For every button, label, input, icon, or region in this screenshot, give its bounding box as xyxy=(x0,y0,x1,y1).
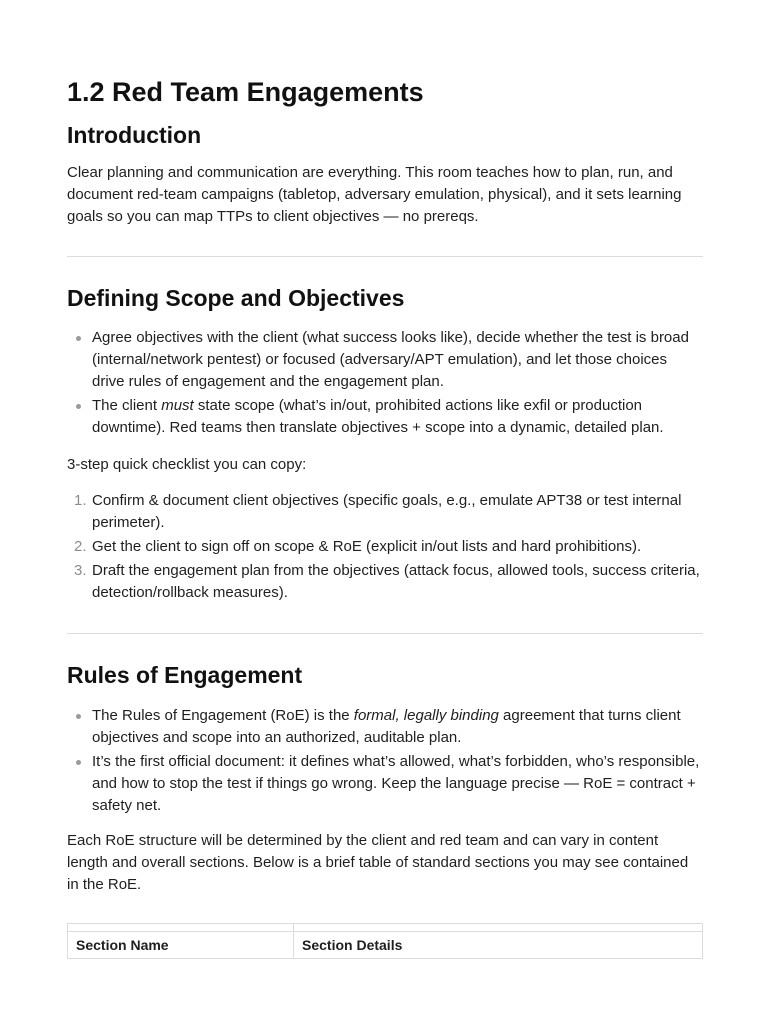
table-header-section-name: Section Name xyxy=(68,932,294,959)
checklist-steps xyxy=(67,490,703,606)
table-header-row xyxy=(68,932,703,959)
list-item-text: Agree objectives with the client (what success looks like), decide whether the test is broad (internal/network pentest) or focused (adversary/APT emulation), and let those choices drive rules of engagement and the engagement plan. xyxy=(92,329,689,390)
roe-bullet-list xyxy=(67,705,703,819)
list-item xyxy=(67,705,703,749)
checklist-intro: 3-step quick checklist you can copy: xyxy=(67,456,307,473)
bullet-icon xyxy=(76,404,81,409)
list-item xyxy=(67,560,703,604)
list-item xyxy=(67,536,703,558)
emphasis-text: must xyxy=(161,397,194,414)
intro-paragraph: Clear planning and communication are everything. This room teaches how to plan, run, and document red-team campaigns (tabletop, adversary emulation, physical), and it sets learning goals so you can map TTPs to client objectives — no prereqs. xyxy=(67,164,682,225)
table-header-section-details: Section Details xyxy=(294,932,703,959)
table-top-spacer xyxy=(68,924,703,932)
list-item-text-pre: The client xyxy=(92,397,162,414)
page-title: 1.2 Red Team Engagements xyxy=(67,77,424,107)
step-text: Get the client to sign off on scope & RoE (explicit in/out lists and hard prohibitions). xyxy=(92,538,642,555)
intro-heading: Introduction xyxy=(67,122,202,148)
scope-heading: Defining Scope and Objectives xyxy=(67,285,405,311)
step-number: 2. xyxy=(74,538,87,555)
step-text: Confirm & document client objectives (specific goals, e.g., emulate APT38 or test internal perimeter). xyxy=(92,492,682,531)
step-text: Draft the engagement plan from the objectives (attack focus, allowed tools, success criteria, detection/rollback measures). xyxy=(92,562,700,601)
list-item xyxy=(67,490,703,534)
section-divider xyxy=(67,256,703,257)
roe-paragraph: Each RoE structure will be determined by the client and red team and can vary in content length and overall sections. Below is a brief table of standard sections you may see contained in the RoE. xyxy=(67,832,689,893)
step-number: 3. xyxy=(74,562,87,579)
list-item-text-pre: The Rules of Engagement (RoE) is the xyxy=(92,707,354,724)
roe-heading: Rules of Engagement xyxy=(67,662,303,688)
table-spacer-cell xyxy=(294,924,703,932)
bullet-icon xyxy=(76,760,81,765)
list-item xyxy=(67,327,703,393)
list-item-text: It’s the first official document: it defines what’s allowed, what’s forbidden, who’s responsible, and how to stop the test if things go wrong. Keep the language precise — RoE = contract + safety net. xyxy=(92,753,700,814)
step-number: 1. xyxy=(74,492,87,509)
bullet-icon xyxy=(76,714,81,719)
table-spacer-cell xyxy=(68,924,294,932)
list-item xyxy=(67,395,703,439)
bullet-icon xyxy=(76,336,81,341)
scope-bullet-list xyxy=(67,327,703,441)
emphasis-text: formal, legally binding xyxy=(353,707,499,724)
section-divider xyxy=(67,633,703,634)
roe-sections-table xyxy=(67,923,703,959)
list-item-text-post: agreement that turns client objectives and scope into an authorized, auditable plan. xyxy=(92,707,681,746)
list-item xyxy=(67,751,703,817)
list-item-text-post: state scope (what’s in/out, prohibited actions like exfil or production downtime). Red teams then translate objectives + scope into a dynamic, detailed plan. xyxy=(92,397,664,436)
